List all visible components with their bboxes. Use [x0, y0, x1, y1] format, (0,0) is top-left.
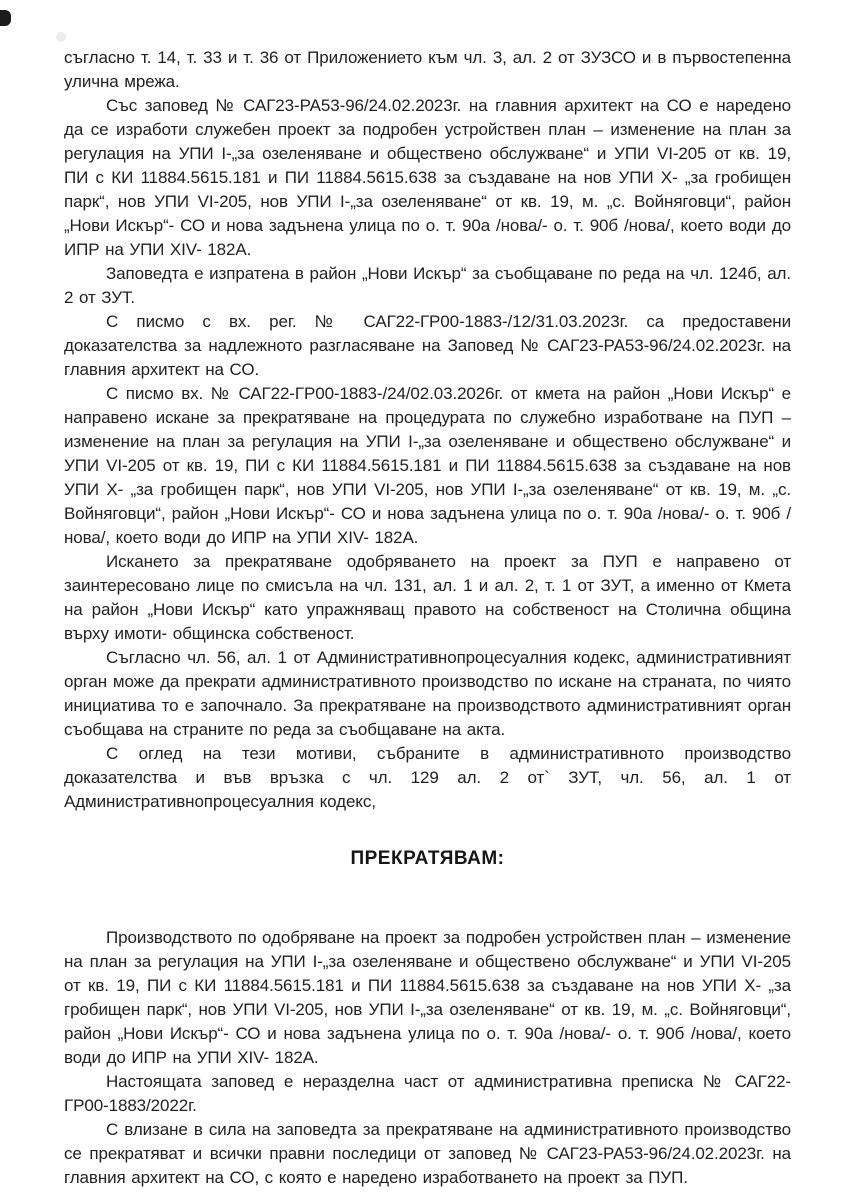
scan-smudge-upper [56, 32, 66, 42]
paragraph-compliance-continuation: съгласно т. 14, т. 33 и т. 36 от Приложението към чл. 3, ал. 2 от ЗУЗСО и в първостепенна улична мрежа. [64, 48, 791, 91]
decision-heading: ПРЕКРАТЯВАМ: [350, 848, 505, 869]
paragraph-notification-sent: Заповедта е изпратена в район „Нови Искър“ за съобщаване по реда на чл. 124б, ал. 2 от ЗУТ. [64, 264, 791, 307]
paragraph-terminated-proceeding: Производството по одобряване на проект за подробен устройствен план – изменение на план за регулация на УПИ I-„за озеленяване и обществено обслужване“ и УПИ VI-205 от кв. 19, ПИ с КИ 11884.5615.181 и ПИ 11884.5615.638 за създаване на нов УПИ X- „за гробищен парк“, нов УПИ VI-205, нов УПИ I-„за озеленяване“ от кв. 19, м. „с. Войняговци“, район „Нови Искър“- СО и нова задънена улица по о. т. 90а /нова/- о. т. 90б /нова/, което води до ИПР на УПИ XIV- 182А. [64, 928, 791, 1067]
paragraph-interested-party: Искането за прекратяване одобряването на проект за ПУП е направено от заинтересовано лице по смисъла на чл. 131, ал. 1 и ал. 2, т. 1 от ЗУТ, а именно от Кмета на район „Нови Искър“ като упражняващ правото на собственост на Столична община върху имоти- общинска собственост. [64, 552, 791, 643]
paragraph-motives: С оглед на тези мотиви, събраните в административното производство доказателства и във връзка с чл. 129 ал. 2 от` ЗУТ, чл. 56, ал. 1 от Административнопроцесуалния кодекс, [64, 744, 791, 811]
paragraph-legal-consequences: С влизане в сила на заповедта за прекратяване на административното производство се прекратяват и всички правни последици от заповед № САГ23-РА53-96/24.02.2023г. на главния архитект на СО, с която е наредено изработването на проект за ПУП. [64, 1120, 791, 1187]
paragraph-apk-article-56: Съгласно чл. 56, ал. 1 от Административнопроцесуалния кодекс, административният орган може да прекрати административното производство по искане на страната, по чиято инициатива то е започнало. За прекратяване на производството административният орган съобщава на страните по реда за съобщаване на акта. [64, 648, 791, 739]
paragraph-inseparable-part: Настоящата заповед е неразделна част от административна преписка № САГ22-ГР00-1883/2022г. [64, 1072, 791, 1115]
scan-artifact-top-left [0, 10, 11, 26]
document-body [64, 46, 791, 1190]
paragraph-order-sag23: Със заповед № САГ23-РА53-96/24.02.2023г. на главния архитект на СО е наредено да се изработи служебен проект за подробен устройствен план – изменение на план за регулация на УПИ I-„за озеленяване и обществено обслужване“ и УПИ VI-205 от кв. 19, ПИ с КИ 11884.5615.181 и ПИ 11884.5615.638 за създаване на нов УПИ X- „за гробищен парк“, нов УПИ VI-205, нов УПИ I-„за озеленяване“ от кв. 19, м. „с. Войняговци“, район „Нови Искър“- СО и нова задънена улица по о. т. 90а /нова/- о. т. 90б /нова/, което води до ИПР на УПИ XIV- 182А. [64, 96, 791, 259]
paragraph-termination-request: С писмо вх. № САГ22-ГР00-1883-/24/02.03.2026г. от кмета на район „Нови Искър“ е направено искане за прекратяване на процедурата по служебно изработване на ПУП – изменение на план за регулация на УПИ I-„за озеленяване и обществено обслужване“ и УПИ VI-205 от кв. 19, ПИ с КИ 11884.5615.181 и ПИ 11884.5615.638 за създаване на нов УПИ X- „за гробищен парк“, нов УПИ VI-205, нов УПИ I-„за озеленяване“ от кв. 19, м. „с. Войняговци“, район „Нови Искър“- СО и нова задънена улица по о. т. 90а /нова/- о. т. 90б /нова/, което води до ИПР на УПИ XIV- 182А. [64, 384, 791, 547]
paragraph-evidence-letter: С писмо с вх. рег. № САГ22-ГР00-1883-/12/31.03.2023г. са предоставени доказателства за надлежното разгласяване на Заповед № САГ23-РА53-96/24.02.2023г. на главния архитект на СО. [64, 312, 791, 379]
